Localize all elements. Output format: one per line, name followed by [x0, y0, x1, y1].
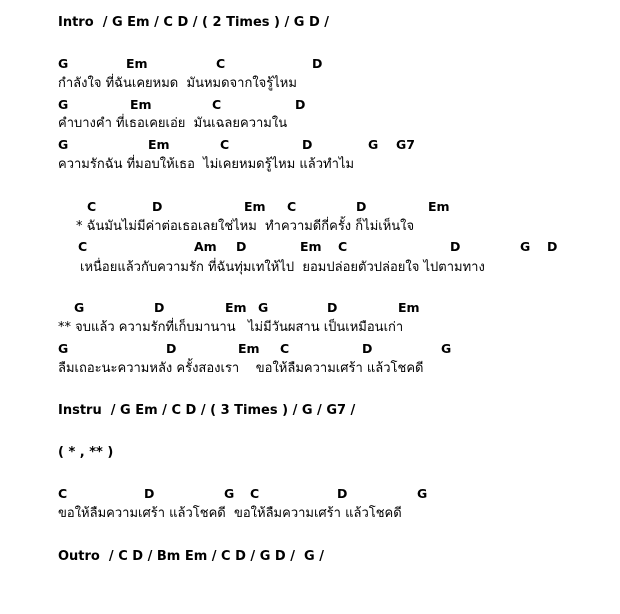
chord: G	[417, 486, 428, 501]
chord: G	[58, 97, 69, 112]
chord: G	[58, 341, 69, 356]
chord: G7	[396, 137, 415, 152]
chord: Em	[130, 97, 152, 112]
chord: D	[295, 97, 306, 112]
chord: D	[450, 239, 461, 254]
chord: Am	[194, 239, 217, 254]
chord: C	[216, 56, 226, 71]
chord: D	[362, 341, 373, 356]
chord: D	[547, 239, 558, 254]
chord: D	[236, 239, 247, 254]
chord: G	[74, 300, 85, 315]
chord: D	[152, 199, 163, 214]
chord: C	[250, 486, 260, 501]
verse1-lyric-3: ความรักฉัน ที่มอบให้เธอ ไม่เคยหมดรู้ไหม แล้วทำไม	[58, 157, 355, 172]
chord: C	[338, 239, 348, 254]
chord: Em	[300, 239, 322, 254]
chorus2-lyric-2: ลืมเถอะนะความหลัง ครั้งสองเรา ขอให้ลืมความเศร้า แล้วโชคดี	[58, 361, 424, 376]
chorus2-lyric-1: ** จบแล้ว ความรักที่เก็บมานาน ไม่มีวันผสาน เป็นเหมือนเก่า	[58, 320, 404, 335]
chord: D	[337, 486, 348, 501]
chord: D	[144, 486, 155, 501]
chord: Em	[428, 199, 450, 214]
chord: D	[356, 199, 367, 214]
chord: G	[58, 137, 69, 152]
chord: G	[224, 486, 235, 501]
ending-lyric: ขอให้ลืมความเศร้า แล้วโชคดี ขอให้ลืมความเศร้า แล้วโชคดี	[58, 506, 402, 521]
chord: C	[220, 137, 230, 152]
instru-line: Instru / G Em / C D / ( 3 Times ) / G / G7 /	[58, 403, 356, 418]
chord: D	[327, 300, 338, 315]
repeat-marker: ( * , ** )	[58, 445, 114, 460]
chord: C	[280, 341, 290, 356]
verse1-lyric-2: คำบางคำ ที่เธอเคยเอ่ย มันเฉลยความใน	[58, 116, 288, 131]
chord: G	[258, 300, 269, 315]
chord: D	[154, 300, 165, 315]
chord: G	[441, 341, 452, 356]
chord: D	[312, 56, 323, 71]
verse1-lyric-1: กำลังใจ ที่ฉันเคยหมด มันหมดจากใจรู้ไหม	[58, 76, 297, 91]
chord: C	[78, 239, 88, 254]
chord: Em	[148, 137, 170, 152]
chord: C	[287, 199, 297, 214]
intro-line: Intro / G Em / C D / ( 2 Times ) / G D /	[58, 15, 330, 30]
chord: Em	[244, 199, 266, 214]
chord: Em	[238, 341, 260, 356]
chord: Em	[126, 56, 148, 71]
chord: C	[212, 97, 222, 112]
chord: D	[166, 341, 177, 356]
chord: D	[302, 137, 313, 152]
chorus1-lyric-2: เหนื่อยแล้วกับความรัก ที่ฉันทุ่มเทให้ไป ยอมปล่อยตัวปล่อยใจ ไปตามทาง	[80, 260, 485, 275]
chord: Em	[398, 300, 420, 315]
chord: C	[58, 486, 68, 501]
chord: C	[87, 199, 97, 214]
chord: Em	[225, 300, 247, 315]
chorus1-lyric-1: * ฉันมันไม่มีค่าต่อเธอเลยใช่ไหม ทำความดีกี่ครั้ง ก็ไม่เห็นใจ	[76, 219, 415, 234]
chord: G	[520, 239, 531, 254]
outro-line: Outro / C D / Bm Em / C D / G D / G /	[58, 549, 324, 564]
chord: G	[58, 56, 69, 71]
chord: G	[368, 137, 379, 152]
